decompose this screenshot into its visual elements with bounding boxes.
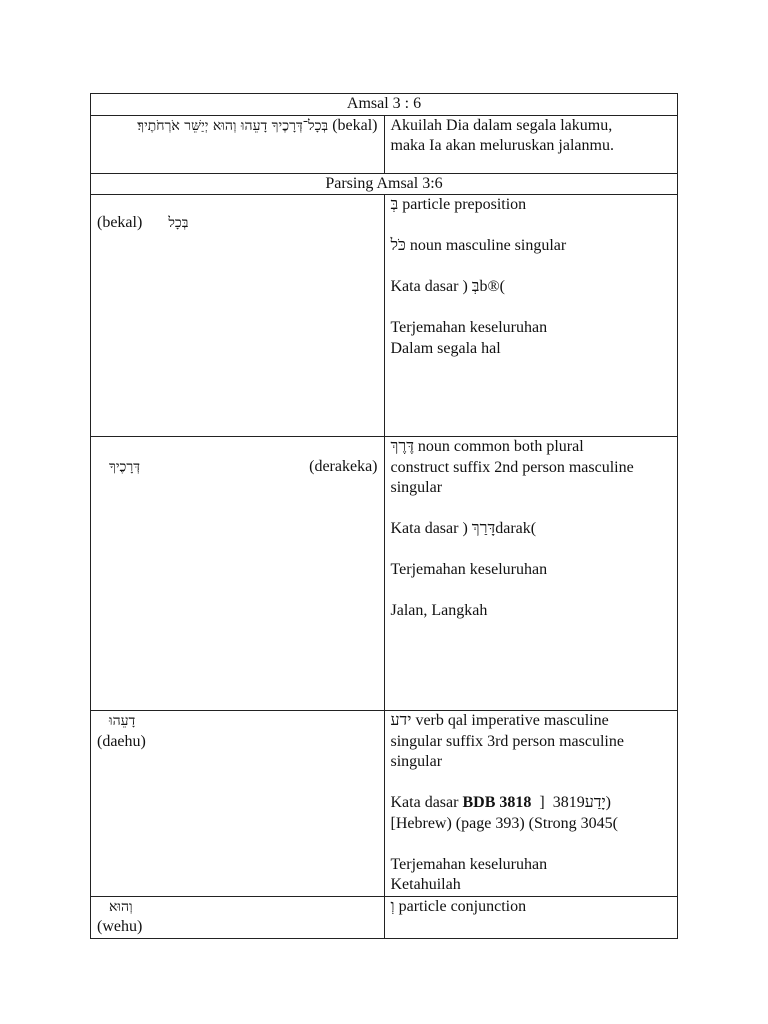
analysis-line: Kata dasar ) בְּb®( <box>390 278 505 295</box>
verse-translit: (bekal) <box>332 116 378 134</box>
kata-dasar-bdb: BDB 3818 <box>462 794 532 811</box>
analysis-line: Terjemahan keseluruhan <box>390 855 548 873</box>
analysis-line: Ketahuilah <box>390 876 461 893</box>
word-hebrew: דְּרָכֶיךָ <box>109 459 141 475</box>
table-title: Amsal 3 : 6 <box>91 94 678 116</box>
analysis-line <box>391 257 672 278</box>
word-translit: (wehu) <box>97 918 143 935</box>
verse-hebrew-cell <box>91 115 385 173</box>
analysis-line: singular suffix 3rd person masculine <box>390 732 624 750</box>
kata-dasar-suffix: ] 3819יָדַע) <box>531 794 611 811</box>
analysis-line <box>391 773 672 794</box>
parsing-row-wehu <box>91 896 678 938</box>
parsing-row-daehu <box>91 711 678 897</box>
analysis-line: ידע verb qal imperative masculine <box>390 712 609 729</box>
parsing-table <box>90 93 678 939</box>
analysis-line: כֹּל noun masculine singular <box>390 237 567 254</box>
kata-dasar-prefix: Kata dasar <box>390 794 463 811</box>
word-hebrew: דָעֵהוּ <box>109 713 136 729</box>
word-translit: (derakeka) <box>309 458 378 475</box>
word-cell <box>91 711 385 897</box>
analysis-line <box>391 540 672 561</box>
word-translit: (daehu) <box>97 732 146 750</box>
analysis-cell <box>384 896 678 938</box>
parsing-row-bekal <box>91 195 678 437</box>
verse-hebrew: בְּכָל־דְּרָכֶיךָ דָעֵהוּ וְהוּא יְיַשֵּׁר אֹרְחֹתֶיךָ׃ <box>137 117 329 134</box>
parsing-row-derakeka <box>91 437 678 711</box>
word-hebrew: בְּכָל <box>168 215 189 231</box>
analysis-line: Dalam segala hal <box>390 339 501 357</box>
verse-row <box>91 115 678 173</box>
word-translit: (bekal) <box>97 214 143 231</box>
analysis-line <box>391 834 672 855</box>
analysis-line <box>391 216 672 237</box>
word-cell <box>91 437 385 711</box>
parsing-title: Parsing Amsal 3:6 <box>91 173 678 195</box>
analysis-line: Jalan, Langkah <box>390 602 488 619</box>
verse-translation-cell <box>384 115 678 173</box>
word-hebrew: וְהוּא <box>109 898 133 915</box>
analysis-line: Kata dasar ) דָּרַךְdarak( <box>390 520 537 537</box>
analysis-line: Terjemahan keseluruhan <box>390 319 548 336</box>
analysis-line <box>391 298 672 319</box>
analysis-line <box>391 581 672 602</box>
analysis-line: בְּ particle preposition <box>390 196 527 213</box>
analysis-cell <box>384 195 678 437</box>
analysis-line: דֶּרֶךְ noun common both plural <box>390 438 584 455</box>
verse-translation-line: Akuilah Dia dalam segala lakumu, <box>390 116 613 134</box>
verse-translation-line: maka Ia akan meluruskan jalanmu. <box>390 137 614 154</box>
analysis-line: singular <box>390 753 443 770</box>
analysis-cell <box>384 437 678 711</box>
analysis-line: construct suffix 2nd person masculine <box>390 458 634 476</box>
analysis-line: [Hebrew) (page 393) (Strong 3045( <box>390 814 618 832</box>
analysis-cell <box>384 711 678 897</box>
kata-dasar-line <box>391 793 672 814</box>
parsing-title-row <box>91 173 678 195</box>
analysis-line: וְ particle conjunction <box>390 897 527 915</box>
word-cell <box>91 896 385 938</box>
analysis-line: Terjemahan keseluruhan <box>390 561 548 578</box>
word-cell <box>91 195 385 437</box>
analysis-line: singular <box>390 479 443 496</box>
title-row <box>91 94 678 116</box>
analysis-line <box>391 499 672 520</box>
